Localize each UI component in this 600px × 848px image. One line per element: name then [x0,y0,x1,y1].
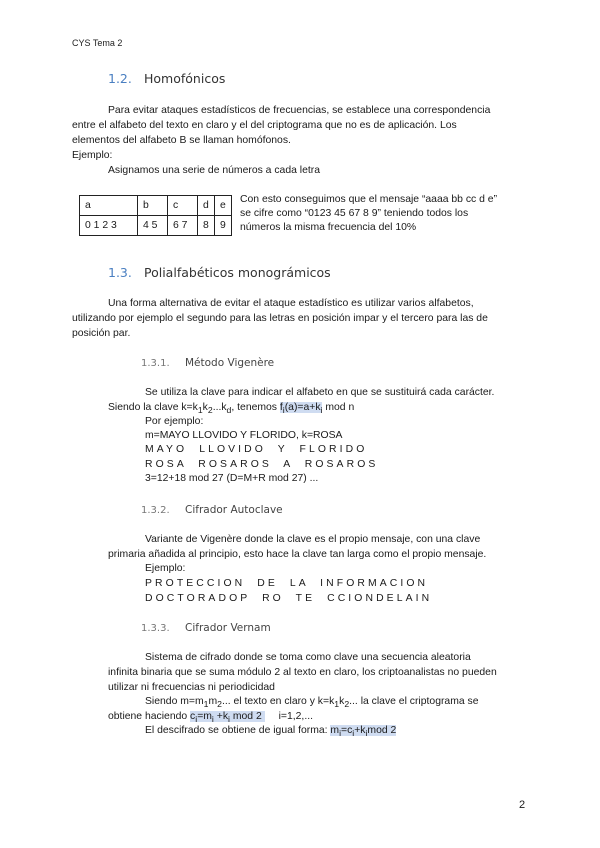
table-note-line: Con esto conseguimos que el mensaje “aaaa bb cc d e” [240,194,498,205]
paragraph-line-formula: Siendo $m=m_1m_2$... el texto en claro y $k=k_1k_2$... la clave el criptograma se [145,696,479,710]
subsection-heading-1-3-3 [141,621,271,636]
table-cell: 0 1 2 3 [80,216,138,236]
paragraph-line: Una forma alternativa de evitar el ataque estadístico es utilizar varios alfabetos, [108,298,474,309]
table-cell: 8 [198,216,215,236]
paragraph-line: Se utiliza la clave para indicar el alfabeto en que se sustituirá cada carácter. [145,387,495,398]
subsection-title: Método Vigenère [185,357,275,369]
example-label: Ejemplo: [72,150,113,161]
example-label: Ejemplo: [145,563,186,574]
running-header: CYS Tema 2 [72,38,123,48]
paragraph-line: Variante de Vigenère donde la clave es el propio mensaje, con una clave [145,534,481,545]
paragraph-line: utilizar ni frecuencias ni periodicidad [108,682,275,693]
table-cell: a [80,196,138,216]
paragraph-line: Asignamos una serie de números a cada letra [108,165,320,176]
section-title: Homofónicos [144,71,226,86]
table-row [80,196,232,216]
table-cell: e [215,196,232,216]
homophone-table [79,195,232,236]
paragraph-line: entre el alfabeto del texto en claro y el del criptograma que no es de aplicación. Los [72,120,457,131]
paragraph-line: Sistema de cifrado donde se toma como clave una secuencia aleatoria [145,652,471,663]
paragraph-line: infinita binaria que se suma módulo 2 al texto en claro, los criptoanalistas no pueden [108,667,497,678]
subsection-number: 1.3.1. [141,358,170,369]
paragraph-line-formula: obtiene haciendo $c_i=m_i +k_i$ mod 2 i=1,2,... [108,711,313,725]
vernam-decipher-formula: $m_i=c_i+k_imod$ 2 [330,725,397,739]
table-cell: 9 [215,216,232,236]
paragraph-line-formula: El descifrado se obtiene de igual forma: $m_i=c_i+k_imod$ 2 [145,725,397,739]
example-row-key: ROSA ROSAROS A ROSAROS [145,459,379,470]
vigenere-formula: $f_i(a)=a+k_i$ [279,402,323,416]
table-cell: c [168,196,198,216]
example-row-message: PROTECCION DE LA INFORMACION [145,578,429,589]
section-heading-1-3 [108,266,331,280]
paragraph-line: posición par. [72,328,131,339]
paragraph-line: elementos del alfabeto B se llaman homófonos. [72,135,291,146]
subsection-number: 1.3.2. [141,505,170,516]
paragraph-line: utilizando por ejemplo el segundo para las letras en posición impar y el tercero para las de [72,313,488,324]
paragraph-line: m=MAYO LLOVIDO Y FLORIDO, k=ROSA [145,430,343,441]
table-note-line: números la misma frecuencia del 10% [240,222,417,233]
section-heading-1-2 [108,72,225,86]
subsection-heading-1-3-2 [141,503,283,518]
table-row [80,216,232,236]
paragraph-line: Para evitar ataques estadísticos de frecuencias, se establece una correspondencia [108,105,491,116]
table-note-line: se cifre como “0123 45 67 8 9” teniendo todos los [240,208,469,219]
section-title: Polialfabéticos monográmicos [144,265,331,280]
subsection-number: 1.3.3. [141,623,170,634]
subsection-title: Cifrador Autoclave [185,504,283,516]
paragraph-line-formula: Siendo la clave $k=k_1k_2...k_d$, tenemos $f_i(a)=a+k_i$ mod n [108,402,355,416]
paragraph-line: primaria añadida al principio, esto hace la clave tan larga como el propio mensaje. [108,549,487,560]
table-cell: 6 7 [168,216,198,236]
table-cell: d [198,196,215,216]
section-number: 1.2. [108,71,132,86]
subsection-title: Cifrador Vernam [185,622,271,634]
paragraph-line: 3=12+18 mod 27 (D=M+R mod 27) ... [145,473,319,484]
section-number: 1.3. [108,265,132,280]
example-row-message: MAYO LLOVIDO Y FLORIDO [145,444,368,455]
table-cell: 4 5 [138,216,168,236]
subsection-heading-1-3-1 [141,356,274,371]
paragraph-line: Por ejemplo: [145,416,204,427]
example-row-key: DOCTORADOP RO TE CCIONDELAIN [145,593,433,604]
vernam-cipher-formula: $c_i=m_i +k_i$ mod 2 [190,711,265,722]
table-cell: b [138,196,168,216]
page-number: 2 [519,799,526,811]
